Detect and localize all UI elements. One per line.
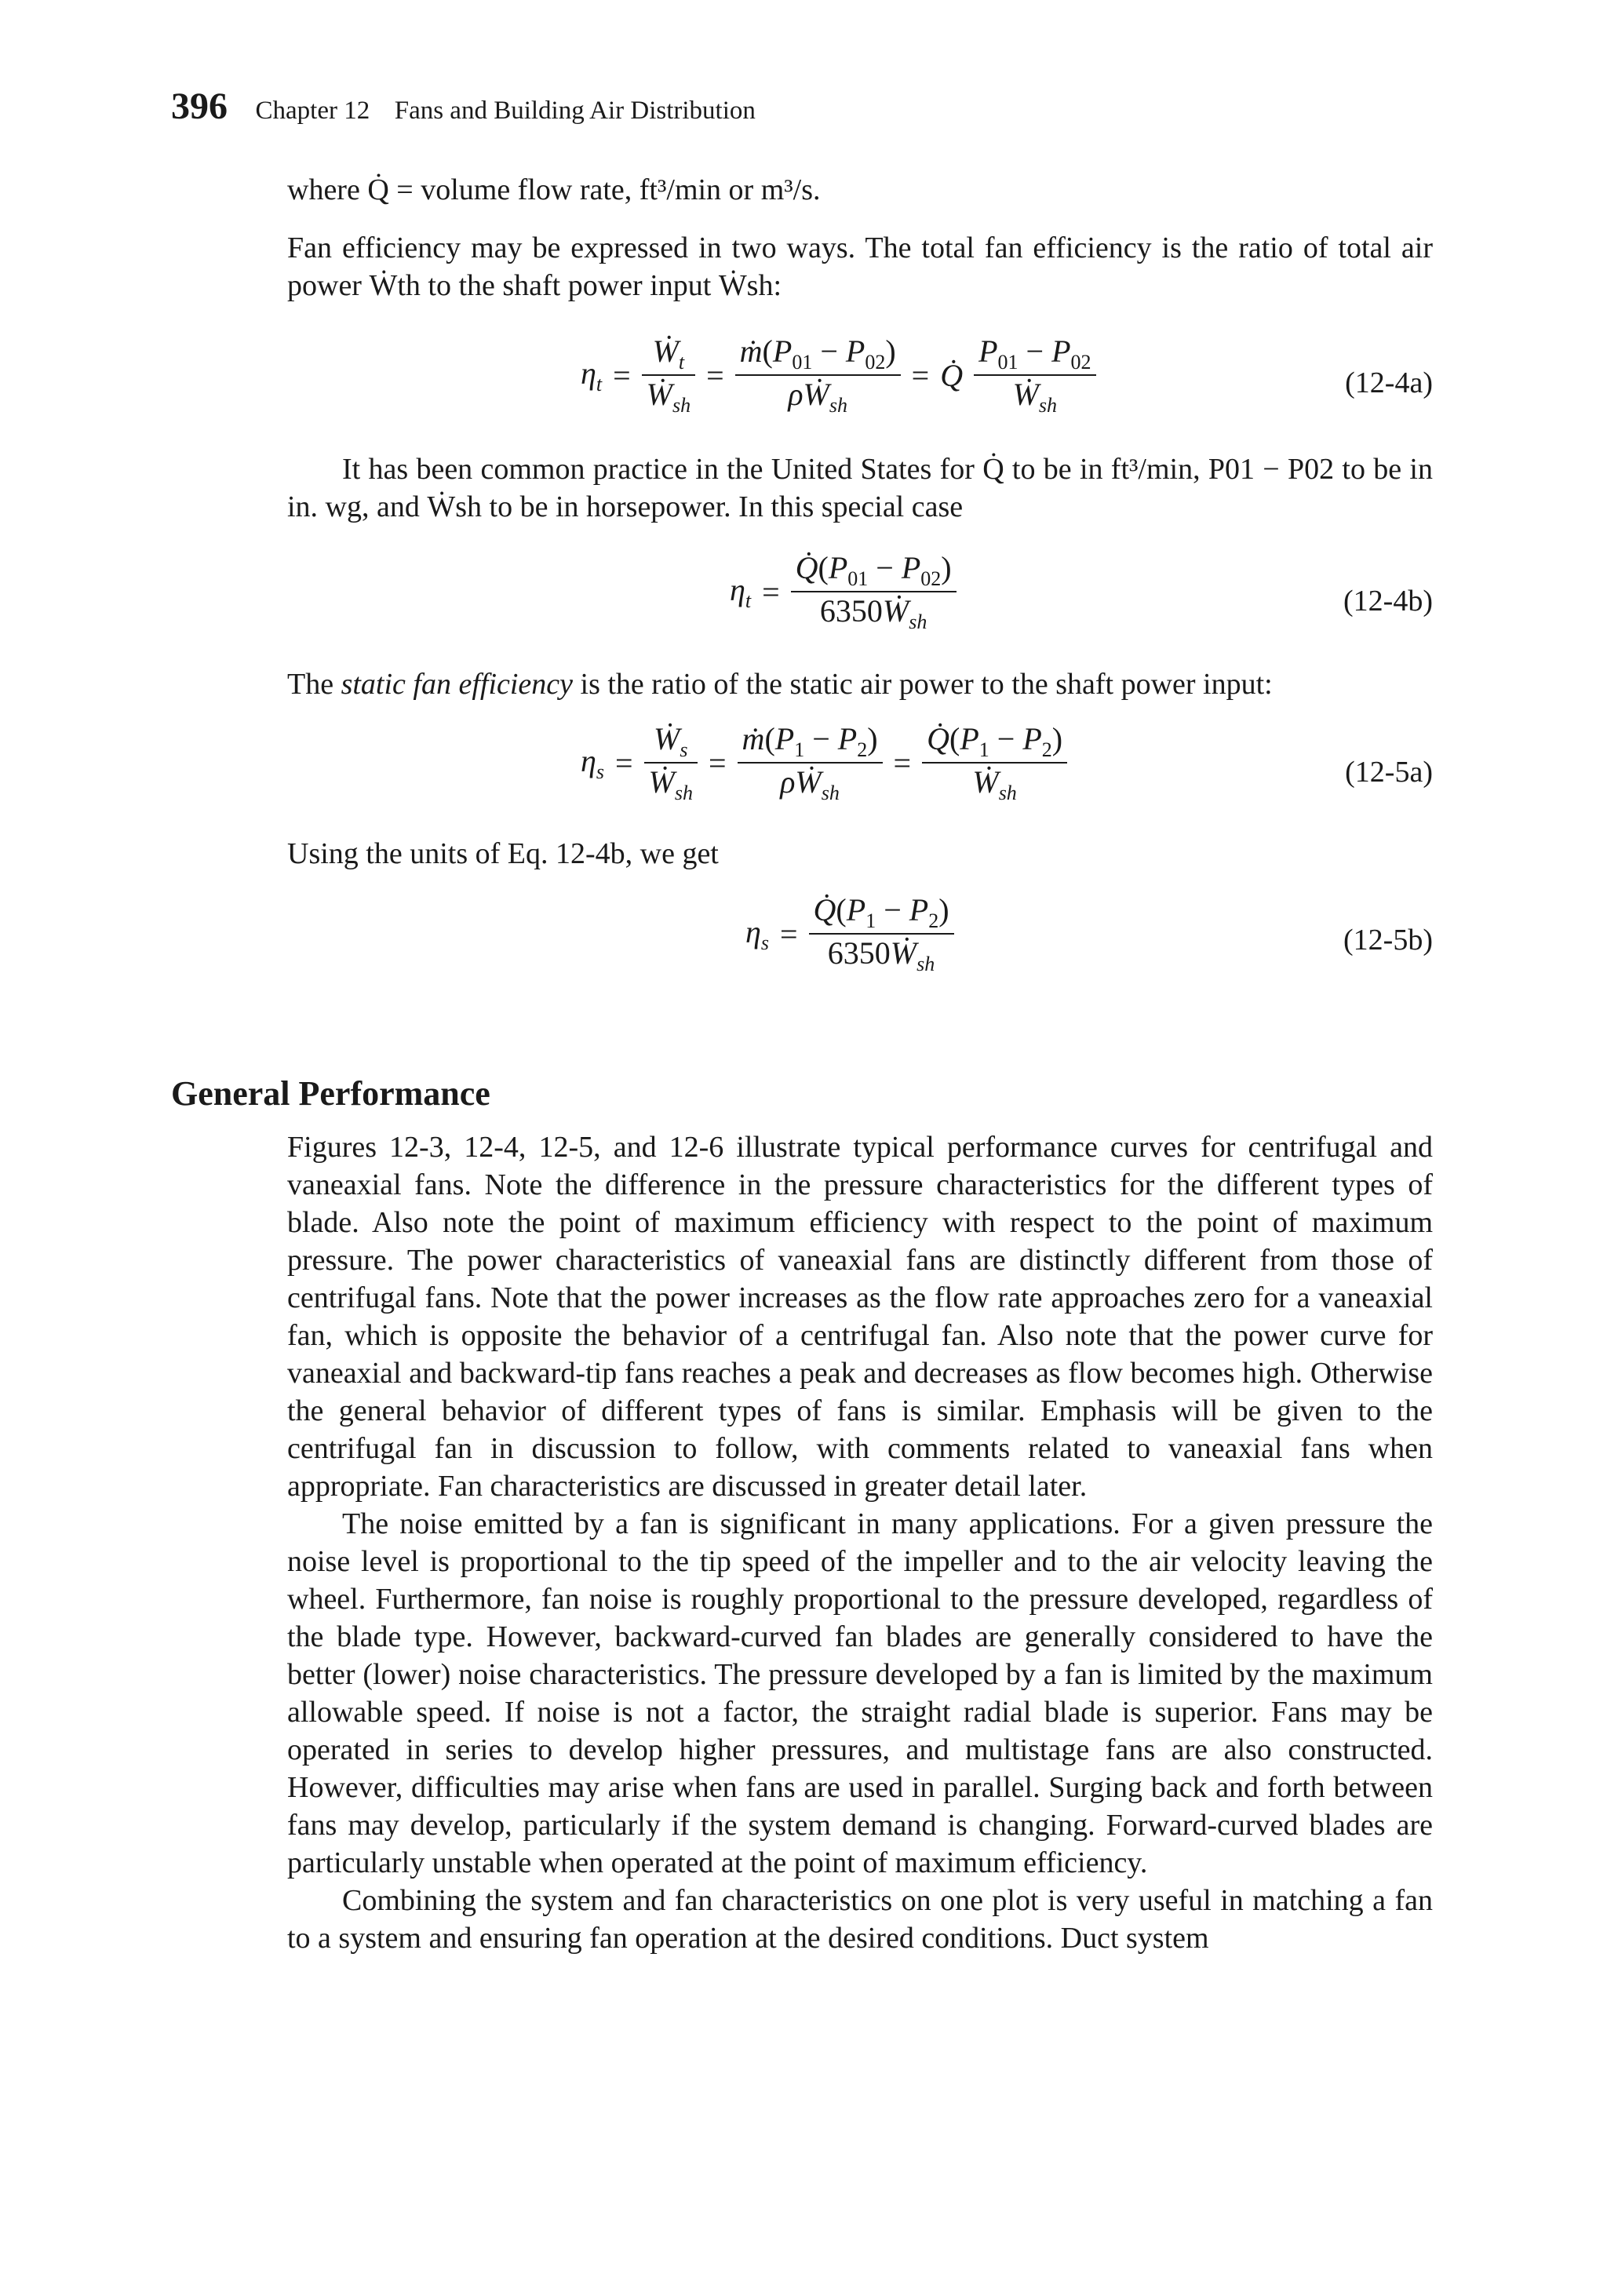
where-line: where Q̇ = volume flow rate, ft³/min or m³/s. <box>287 173 821 206</box>
eq-number-12-5a: (12-5a) <box>1345 756 1433 789</box>
section-title: General Performance <box>171 1074 490 1113</box>
equation-12-4a: $\eta_t$ = $\frac{Ẇ_t}{Ẇ_{sh}}$ = $\frac{ṁ(P_{01} - P_{02})}{\rho Ẇ_{sh}}$ = Q̇ $\frac{P_{01} - P_{02}}{Ẇ_{sh}}$ <box>581 333 1096 417</box>
system-paragraph: Combining the system and fan characteristics on one plot is very useful in matching a fan to a system and ensuring fan operation at the desired conditions. Duct system <box>287 1884 1433 1955</box>
eq-number-12-4a: (12-4a) <box>1345 366 1433 399</box>
running-header <box>171 85 756 128</box>
chapter-title: Fans and Building Air Distribution <box>394 97 756 125</box>
static-efficiency-line: The static fan efficiency is the ratio of the static air power to the shaft power input: <box>287 668 1273 701</box>
chapter-label: Chapter 12 <box>255 97 370 125</box>
performance-paragraph: Figures 12-3, 12-4, 12-5, and 12-6 illustrate typical performance curves for centrifugal and vaneaxial fans. Note the difference in the pressure characteristics for the different types of blade. Also note the point of maximum efficiency with respect to the point of maximum pressure. The power characteristics of vaneaxial fans are distinctly different from those of centrifugal fans. Note that the power increases as the flow rate approaches zero for a vaneaxial fan, which is opposite the behavior of a centrifugal fan. Also note that the power curve for vaneaxial and backward-tip fans reaches a peak and decreases as flow becomes high. Otherwise the general behavior of different types of fans is similar. Emphasis will be given to the centrifugal fan in discussion to follow, with comments related to vaneaxial fans when appropriate. Fan characteristics are discussed in greater detail later. <box>287 1131 1433 1503</box>
page-number: 396 <box>171 86 228 127</box>
practice-paragraph: It has been common practice in the United States for Q̇ to be in ft³/min, P01 − P02 to be in in. wg, and Ẇsh to be in horsepower. In this special case <box>287 453 1433 523</box>
section-body <box>287 1128 1433 1957</box>
eq-number-12-4b: (12-4b) <box>1343 585 1433 618</box>
eq-number-12-5b: (12-5b) <box>1343 924 1433 957</box>
equation-12-5a: $\eta_s$ = $\frac{Ẇ_s}{Ẇ_{sh}}$ = $\frac{ṁ(P_1 - P_2)}{\rho Ẇ_{sh}}$ = $\frac{Q̇(P_1 - P_2)}{Ẇ_{sh}}$ <box>581 720 1067 805</box>
equation-12-5b: $\eta_s$ = $\frac{Q̇(P_1 - P_2)}{6350Ẇ_{sh}}$ <box>745 891 954 976</box>
units-line: Using the units of Eq. 12-4b, we get <box>287 837 719 870</box>
noise-paragraph: The noise emitted by a fan is significant in many applications. For a given pressure the noise level is proportional to the tip speed of the impeller and to the air velocity leaving the wheel. Furthermore, fan noise is roughly proportional to the pressure developed, regardless of the blade type. However, backward-curved fan blades are generally considered to have the better (lower) noise characteristics. The pressure developed by a fan is limited by the maximum allowable speed. If noise is not a factor, the straight radial blade is superior. Fans may be operated in series to develop higher pressures, and multistage fans are also constructed. However, difficulties may arise when fans are used in parallel. Surging back and forth between fans may develop, particularly if the system demand is changing. Forward-curved blades are particularly unstable when operated at the point of maximum efficiency. <box>287 1507 1433 1879</box>
efficiency-paragraph: Fan efficiency may be expressed in two ways. The total fan efficiency is the ratio of total air power Ẇth to the shaft power input Ẇsh: <box>287 231 1433 302</box>
equation-12-4b: $\eta_t$ = $\frac{Q̇(P_{01} - P_{02})}{6350Ẇ_{sh}}$ <box>730 549 957 634</box>
